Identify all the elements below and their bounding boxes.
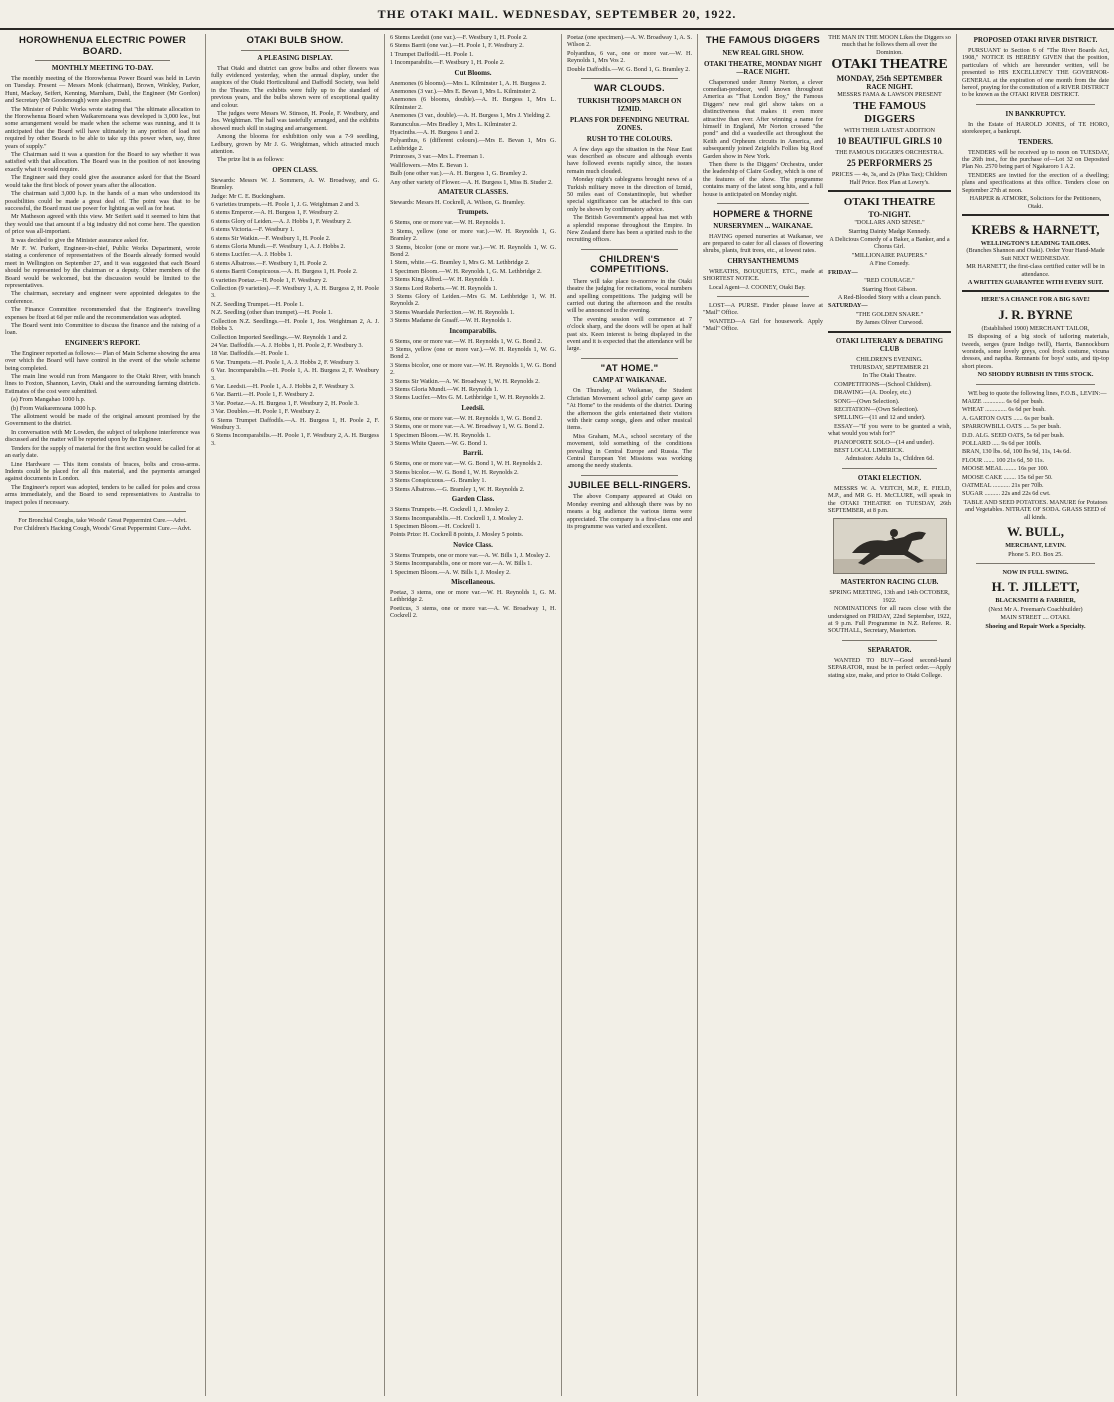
prize-entry: 1 Incomparabilis.—F. Westbury 1, H. Poole 2. xyxy=(390,59,505,67)
article-paragraph: On Thursday, at Waikanae, the Student Christian Movement school girls' camp gave an "At Home" to the residents of the district. During the afternoon the girls entertained their visitors with their camp songs, glees and other musical items. xyxy=(567,387,692,432)
article-paragraph: The chairman said 3,000 h.p. in the hands of a man who understood its possibilities could be made a great deal of. The point was that to be successful, the Board must use power for lighting as well as for heat. xyxy=(5,190,200,212)
prize-entry: 6 Stems, one or more var.—W. H. Reynolds 1, W. G. Bond 2. xyxy=(390,337,543,345)
prize-entry: 1 Trumpet Daffodil.—H. Poole 1. xyxy=(390,50,474,58)
club-line: THURSDAY, SEPTEMBER 21 xyxy=(850,363,929,371)
article-paragraph: In conversation with Mr Lowden, the subject of telephone interference was discussed and the matter will be reported upon by the Engineer. xyxy=(5,428,200,444)
prize-entry: 3 Stems Incomparabilis.—H. Cockrell 1, J. Mosley 2. xyxy=(390,514,524,522)
prize-entry: 6 stems Gloria Mundi.—F. Westbury 1, A. J. Hobbs 2. xyxy=(211,243,346,251)
prize-entry: 6 Stems Leedsii (one var.).—F. Westbury 1, H. Poole 2. xyxy=(390,34,528,41)
article-paragraph: Mr F. W. Furkert, Engineer-in-chief, Public Works Department, wrote stating a conference of representatives of the Boards already formed would meet in Wellington on September 27, and it was suggested that each Board should be represented by the chairman or a deputy. Other members of the Board would be welcomed, but the discussion would be limited to the representatives. xyxy=(5,244,200,289)
notice-sign: HARPER & ATMORE, Solicitors for the Petitioners, Otaki. xyxy=(969,195,1102,210)
article-paragraph: The Engineer's report was adopted, tenders to be called for poles and cross arms immediately, and the Board to send representatives to Australia to inspect poles if necessary. xyxy=(5,483,200,506)
article-subheading: A PLEASING DISPLAY. xyxy=(257,53,333,62)
article-paragraph: The British Government's appeal has met with a splendid response throughout the Empire. In New Zealand there has been a spirited rush to the recruiting offices. xyxy=(567,214,692,244)
prize-entry: 1 Specimen Bloom.—W. H. Reynolds 1, G. M. Lethbridge 2. xyxy=(390,267,542,275)
prize-entry: 3 Stems White Queen.—W. G. Bond 1. xyxy=(390,440,488,448)
price-item: D.D. ALG. SEED OATS, 5s 6d per bush. xyxy=(962,431,1065,439)
section-subheading: Miscellaneous. xyxy=(451,577,495,586)
prize-entry: 3 Stems Incomparabilis, one or more var.—A. W. Bills 1. xyxy=(390,560,532,568)
divider xyxy=(717,203,809,204)
article-subheading: CAMP AT WAIKANAE. xyxy=(592,376,667,385)
prize-entry: 6 Stems Incomparabilis.—H. Poole 1, F. Westbury 2, A. H. Burgess 3. xyxy=(211,432,379,447)
prize-entry: Collection N.Z. Seedlings.—H. Poole 1, Jos. Weightman 2, A. J. Hobbs 3. xyxy=(211,317,379,333)
prize-entry: 1 Specimen Bloom.—W. H. Reynolds 1. xyxy=(390,431,491,439)
ticket-prices: PRICES — 4s, 3s, and 2s (Plus Tax); Children Half Price. Box Plan at Lowry's. xyxy=(831,171,948,186)
notice-text: TENDERS are invited for the erection of a dwelling; plans and specifications at this office. Tenders close on September 27th at noon. xyxy=(962,171,1109,194)
article-paragraph: The chairman, secretary and engineer were appointed delegates to the conference. xyxy=(5,290,200,305)
article-heading: OTAKI BULB SHOW. xyxy=(246,35,344,46)
ad-text: NOMINATIONS for all races close with the undersigned on FRIDAY, 22nd September, 1922, at 9 p.m. Full Programme in N.Z. Referee. R. SOUTHALL, Secretary, Masterton. xyxy=(828,605,951,635)
article-paragraph: The judges were Messrs W. Stinson, H. Poole, F. Westbury, and Jos. Weightman. The hall was tastefully arranged, and the exhibits showed much skill in staging and arrangement. xyxy=(211,109,379,132)
theatre-ads xyxy=(828,34,951,680)
article-paragraph: That Otaki and district can grow bulbs and other flowers was fully evidenced yesterday, when the annual display, under the auspices of the Otaki Horticultural and Daffodil Society, was held in the Theatre. The exhibits were fully up to the standard of previous years, and the bulbs shown were of exceptional quality and colour. xyxy=(211,64,379,109)
section-subheading: Trumpets. xyxy=(457,208,489,217)
management: MESSRS FAMA & LAWSON PRESENT xyxy=(837,91,942,99)
price-item: MOOSE CAKE ........ 15s 6d per 50. xyxy=(962,473,1053,481)
advertiser-sub: BLACKSMITH & FARRIER, xyxy=(995,597,1076,605)
ad-text: Phone 5. P.O. Box 25. xyxy=(1008,550,1063,558)
article-paragraph: Miss Graham, M.A., school secretary of the movement, told something of the conditions prevailing in Central Europe and Russia. The Central European Yet Missions was working among the needy students. xyxy=(567,432,692,470)
prize-entry: 6 Var. Leedsii.—H. Poole 1, A. J. Hobbs 2, F. Westbury 3. xyxy=(211,382,355,390)
advertiser-name: H. T. JILLETT, xyxy=(991,579,1080,595)
section-subheading: Garden Class. xyxy=(451,495,495,504)
section-subheading: Leedsii. xyxy=(461,403,485,412)
prize-entry: 24 Var. Daffodils.—A. J. Hobbs 1, H. Poole 2, F. Westbury 3. xyxy=(211,341,363,349)
prize-entry: Anemones (6 blooms).—Mrs L. Kilminster 1, A. H. Burgess 2. xyxy=(390,79,547,87)
ad-text: Shoeing and Repair Work a Specialty. xyxy=(985,622,1086,630)
prize-entry: 3 Stems bicolor, one or more var.—W. H. Reynolds 1, W. G. Bond 2. xyxy=(390,361,556,377)
divider xyxy=(717,296,809,297)
advertiser-name: J. R. BYRNE xyxy=(998,306,1073,322)
program-line: "MILLIONAIRE PAUPERS." xyxy=(851,251,928,259)
divider xyxy=(581,475,678,476)
masthead xyxy=(0,0,1114,30)
prize-entry: Poetaz (one specimen).—A. W. Broadway 1, A. S. Wilson 2. xyxy=(567,34,692,49)
prize-entry: 6 stems Lucifer.—A. J. Hobbs 1. xyxy=(211,251,293,259)
article-paragraph: The prize list is as follows: xyxy=(217,156,284,164)
club-line: DRAWING—(A. Dooley, etc.) xyxy=(834,389,911,397)
article-subheading: PLANS FOR DEFENDING NEUTRAL ZONES. xyxy=(569,115,690,132)
prize-entry: 3 Stems, yellow (one or more var.).—W. H. Reynolds 1, G. Bramley 2. xyxy=(390,227,556,243)
article-paragraph: The Minister of Public Works wrote stating that "the ultimate allocation to the Horowhenua Board when Waikaremoana was developed is 3,000 kw., but some arrangement would be made when the scheme was running, and it is anticipated that the Board will have ultimately in any portion of load not required by other Boards to be able to take up this power when, say, three years of supply." xyxy=(5,105,200,150)
article-paragraph: The allotment would be made of the original amount promised by the Government to the district. xyxy=(5,413,200,428)
program-line: Starring Dainty Madge Kennedy. xyxy=(848,227,931,235)
prize-entry: 1 Stem, white.—G. Bramley 1, Mrs G. M. Lethbridge 2. xyxy=(390,259,530,267)
prize-entry: 3 Stems Weardale Perfection.—W. H. Reynolds 1. xyxy=(390,308,515,316)
prize-entry: 6 Stems, one or more var.—W. G. Bond 1, W. H. Reynolds 2. xyxy=(390,460,543,468)
show-girls: 10 BEAUTIFUL GIRLS 10 xyxy=(837,136,942,147)
notice-heading: PROPOSED OTAKI RIVER DISTRICT. xyxy=(973,36,1098,44)
ad-heading: MASTERTON RACING CLUB. xyxy=(840,578,939,587)
prize-entry: 6 Stems Trumpet Daffodils.—A. H. Burgess 1, H. Poole 2, F. Westbury 3. xyxy=(211,416,379,431)
prize-entry: 1 Specimen Bloom.—A. W. Bills 1, J. Mosley 2. xyxy=(390,568,511,576)
article-heading: CHILDREN'S COMPETITIONS. xyxy=(590,253,669,276)
article-subheading: OTAKI THEATRE, MONDAY NIGHT —RACE NIGHT. xyxy=(703,59,823,76)
ad-text: MESSRS W. A. VEITCH, M.P., E. FIELD, M.P., and MR G. H. McCLURE, will speak in the OTAKI THEATRE on TUESDAY, 26th SEPTEMBER, at 8 p.m. xyxy=(828,484,951,515)
column-power-board xyxy=(0,34,205,1396)
article-paragraph: The Engineer said they could give the assurance asked for that the Board would take the first block of power years after the allocation. xyxy=(5,174,200,189)
advertiser-name: W. BULL, xyxy=(1007,524,1064,540)
program-line: By James Oliver Curwood. xyxy=(855,319,924,327)
ad-text: NO SHODDY RUBBISH IN THIS STOCK. xyxy=(977,371,1094,379)
article-paragraph: The evening session will commence at 7 o'clock sharp, and the doors will be open at half past six. Keen interest is being displayed in the event and it is expected that the attendance will be large. xyxy=(567,315,692,353)
prize-entry: N.Z. Seedling (other than trumpet).—H. Poole 1. xyxy=(211,309,333,317)
prize-entry: 6 Var. Incomparabilis.—H. Poole 1, A. H. Burgess 2, F. Westbury 3. xyxy=(211,367,379,382)
price-item: OATMEAL ........... 21s per 70lb. xyxy=(962,482,1044,490)
article-paragraph: (b) From Waikaremoana 1000 h.p. xyxy=(11,404,97,412)
prize-entry: Polyanthus, 6 var., one or more var.—W. H. Reynolds 1, Mrs Vos 2. xyxy=(567,49,692,65)
price-item: MAIZE .............. 6s 6d per bush. xyxy=(962,398,1044,405)
club-line: Admission: Adults 1s., Children 6d. xyxy=(845,455,934,463)
prize-entry: 3 Var. Poetaz.—A. H. Burgess 1, F. Westbury 2, H. Poole 3. xyxy=(211,399,359,407)
prize-entry: 3 Stems Madame de Graaff.—W. H. Reynolds 1. xyxy=(390,317,512,325)
prize-entry: Polyanthus, 6 (different colours).—Mrs E. Bevan 1, Mrs G. Lethbridge 2. xyxy=(390,137,556,152)
article-paragraph: It was decided to give the Minister assurance asked for. xyxy=(11,236,149,244)
divider xyxy=(976,104,1095,105)
column-theatre xyxy=(698,34,956,1396)
article-paragraph: (a) From Mangahao 1000 h.p. xyxy=(11,396,86,404)
ad-tagline: NOW IN FULL SWING. xyxy=(1002,568,1069,576)
program-line: "THE GOLDEN SNARE." xyxy=(855,310,924,318)
prize-entry: 3 Stems Trumpets.—H. Cockrell 1, J. Mosley 2. xyxy=(390,506,510,514)
ad-text: MAIN STREET .... OTAKI. xyxy=(1000,614,1071,622)
section-subheading: Barrii. xyxy=(462,449,484,458)
article-paragraph: Monday night's cablegrams brought news of a Turkish military move in the direction of Izmid, 50 miles east of Constantinople, but whether special significance can be attached to this can only be shown by confirmatory advice. xyxy=(567,176,692,213)
prize-entry: 6 stems Glory of Leiden.—A. J. Hobbs 1, F. Westbury 2. xyxy=(211,217,352,225)
theatre-name: OTAKI THEATRE xyxy=(843,196,936,209)
prize-entry: Collection Imported Seedlings.—W. Reynolds 1 and 2. xyxy=(211,333,348,341)
price-item: WHEAT .............. 6s 6d per bush. xyxy=(962,406,1046,414)
club-line: RECITATION—(Own Selection). xyxy=(834,405,919,413)
diggers-article xyxy=(703,34,823,334)
section-subheading: Incomparabilis. xyxy=(449,326,497,335)
prize-entry: 3 Stems, one or more var.—A. W. Broadway 1, W. G. Bond 2. xyxy=(390,423,544,431)
prize-entry: 3 Stems, bicolor (one or more var.).—W. H. Reynolds 1, W. G. Bond 2. xyxy=(390,243,556,258)
ad-tagline: HERE'S A CHANCE FOR A BIG SAVE! xyxy=(981,296,1090,304)
theatre-date: MONDAY, 25th SEPTEMBER xyxy=(836,74,943,84)
program-line: FRIDAY— xyxy=(828,268,858,276)
prize-entry: Stewards: Messrs W. J. Sommers, A. W. Broadway, and G. Bramley. xyxy=(211,176,379,192)
ad-subheading: CHRYSANTHEMUMS xyxy=(727,256,799,265)
article-paragraph: Then there is the Diggers' Orchestra, under the leadership of Claire Godley, which is one of the features of the show. The programme contains many of the latest song hits, and a full house is anticipated on Monday night. xyxy=(703,160,823,198)
show-title: THE FAMOUS DIGGERS xyxy=(853,99,926,125)
prize-entry: Poetaz, 3 stems, one or more var.—W. H. Reynolds 1, G. M. Lethbridge 2. xyxy=(390,588,556,604)
notice-text: In the Estate of HAROLD JONES, of TE HORO, storekeeper, a bankrupt. xyxy=(962,120,1109,136)
article-paragraph: The Chairman said it was a question for the Board to say whether it was satisfied with that allocation. The Board was in the position of not knowing exactly what it would require. xyxy=(5,151,200,173)
prize-entry: 6 stems Victoria.—F. Westbury 1. xyxy=(211,226,295,234)
show-orchestra: THE FAMOUS DIGGER'S ORCHESTRA. xyxy=(835,149,944,157)
section-subheading: Cut Blooms. xyxy=(454,68,492,77)
notice-text: PURSUANT to Section 6 of "The River Boards Act, 1908," NOTICE IS HEREBY GIVEN that the position, particulars of which are hereunder written, will be presented to HIS EXCELLENCY THE GOVERNOR-GENERAL at the expiration of one month from the date hereof, praying for the constitution of a RIVER DISTRICT to be known as the OTAKI RIVER DISTRICT. xyxy=(962,47,1109,99)
ad-text: Local Agent—J. COONEY, Otaki Bay. xyxy=(709,283,806,291)
classified-ad: WANTED—A Girl for housework. Apply "Mail" Office. xyxy=(703,317,823,333)
theatre-tonight-ad xyxy=(828,190,951,332)
ad-text: (Branches Shannon and Otaki). Order Your Hand-Made Suit NEXT WEDNESDAY. xyxy=(966,247,1105,262)
prize-entry: 3 Stems King Alfred.—W. H. Reynolds 1. xyxy=(390,276,495,284)
prize-entry: Primroses, 3 var.—Mrs L. Freeman 1. xyxy=(390,153,485,161)
article-paragraph: Mr Matheson agreed with this view. Mr Seifert said it seemed to him that they would use that amount if a big industry did not come here. The question of price was all-important. xyxy=(5,213,200,236)
ad-text: THE MAN IN THE MOON Likes the Diggers so much that he follows them all over the Dominion. xyxy=(828,34,951,56)
article-paragraph: Line Hardware — This item consists of braces, bolts and cross-arms. Indents could be placed for all this material, and the payments arranged against documents in London. xyxy=(5,460,200,483)
prize-entry: 3 Stems Gloria Mundi.—W. H. Reynolds 1. xyxy=(390,386,499,394)
advertiser-sub: MERCHANT, LEVIN. xyxy=(1005,542,1066,550)
club-line: CHILDREN'S EVENING. xyxy=(856,355,923,363)
prize-entry: Double Daffodils.—W. G. Bond 1, G. Bramley 2. xyxy=(567,65,690,73)
prize-entry: 6 Stems Barrii (one var.).—H. Poole 1, F. Westbury 2. xyxy=(390,42,524,50)
divider xyxy=(35,60,170,61)
article-paragraph: Chaperoned under Jimmy Norton, a clever comedian-producer, well known throughout America as "That London Boy," the Famous Diggers' new real girl show takes on a distinctiveness that makes it even more attractive than ever. After winning a name for himself in England, Mr Norton crossed "the pond" and did a vaudeville act throughout the Keith and Orpheum circuits in America, and subsequently joined Zeigfeld's Follies big Roof Garden show in New York. xyxy=(703,78,823,160)
prize-entry: Bulb (one other var.).—A. H. Burgess 1, G. Bramley 2. xyxy=(390,170,528,178)
prize-entry: N.Z. Seedling Trumpet.—H. Poole 1. xyxy=(211,300,304,308)
prize-entry: 6 varieties Poetaz.—H. Poole 1, F. Westbury 2. xyxy=(211,276,328,284)
price-item: MOOSE MEAL ........ 16s per 100. xyxy=(962,465,1049,473)
article-subheading: MONTHLY MEETING TO-DAY. xyxy=(51,64,154,72)
club-line: COMPETITIONS—(School Children). xyxy=(834,380,932,388)
ad-text: IS disposing of a big stock of tailoring materials, tweeds, serges (pure Indigo twill), Harris, Bannockburn worsteds, some lovely greys, cool frock costume, vicuna dresses, and naptha. Remnants for boys' suits, and tip-top short pieces. xyxy=(962,333,1109,370)
divider xyxy=(976,563,1095,564)
divider xyxy=(19,511,186,512)
club-line: BEST LOCAL LIMERICK. xyxy=(834,447,904,454)
prize-entry: Stewards: Messrs H. Cockrell, A. Wilson, G. Bramley. xyxy=(390,198,525,206)
article-paragraph: The Board went into Committee to discuss the finance and the raising of a loan. xyxy=(5,322,200,337)
article-paragraph: Among the blooms for exhibition only was a 7-9 seedling, Ledbury, grown by Mr J. G. Weightman, which attracted much attention. xyxy=(211,133,379,155)
advertiser-sub: (Established 1900) MERCHANT TAILOR, xyxy=(981,324,1090,332)
article-heading: JUBILEE BELL-RINGERS. xyxy=(568,479,691,491)
article-subheading: RUSH TO THE COLOURS. xyxy=(586,134,673,143)
program-line: SATURDAY— xyxy=(828,302,868,310)
club-line: SONG—(Own Selection). xyxy=(834,397,900,405)
ad-text: HAVING opened nurseries at Waikanae, we are prepared to cater for all classes of flowering shrubs, plants, fruit trees, etc., at lowest rates. xyxy=(703,232,823,255)
price-item: SUGAR .......... 22s and 22s 6d cwt. xyxy=(962,490,1051,498)
program-line: A Fine Comedy. xyxy=(869,260,910,268)
price-item: A. GARTON OATS ...... 6s per bush. xyxy=(962,414,1054,422)
ad-text: MR HARNETT, the first-class certified cutter will be in attendance. xyxy=(966,263,1105,278)
ad-text: SPRING MEETING, 13th and 14th OCTOBER, 1922. xyxy=(829,589,950,604)
club-line: ESSAY—"If you were to be granted a wish, what would you wish for?" xyxy=(828,422,951,438)
article-subheading: OPEN CLASS. xyxy=(272,165,318,174)
article-paragraph: The Finance Committee recommended that the Engineer's travelling expenses be fixed at 6d per mile and the recommendation was adopted. xyxy=(5,306,200,321)
article-paragraph: The main line would run from Mangaore to the Otaki River, with branch lines to Foxton, Shannon, Levin, Otaki and the surrounding farming districts. Estimates of the cost were submitted. xyxy=(5,373,200,395)
article-subheading: TURKISH TROOPS MARCH ON IZMID. xyxy=(577,96,682,113)
program-line: A Red-Blooded Story with a clean punch. xyxy=(837,293,942,301)
divider xyxy=(581,78,678,79)
prize-entry: Hyacinths.—A. H. Burgess 1 and 2. xyxy=(390,129,480,137)
prize-entry: Anemones (3 var.).—Mrs E. Bevan 1, Mrs L. Kilminster 2. xyxy=(390,88,537,96)
prize-entry: 3 Stems, yellow (one or more var.).—W. H. Reynolds 1, W. G. Bond 2. xyxy=(390,346,556,361)
club-line: PIANOFORTE SOLO—(14 and under). xyxy=(834,438,934,446)
article-subheading: NEW REAL GIRL SHOW. xyxy=(722,48,804,57)
article-heading: HOROWHENUA ELECTRIC POWER BOARD. xyxy=(18,35,187,57)
article-subheading: ENGINEER'S REPORT. xyxy=(64,338,141,347)
price-item: BRAN, 130 lbs. 6d, 100 lbs 9d, 11s, 14s 6d. xyxy=(962,448,1071,456)
article-paragraph: Tenders for the supply of material for the first section would be called for at an early date. xyxy=(5,444,200,460)
article-heading: "AT HOME." xyxy=(600,362,659,374)
krebs-ad xyxy=(962,214,1109,292)
racehorse-icon xyxy=(834,519,946,573)
ad-text: WE beg to quote the following lines, F.O.B., LEVIN:— xyxy=(968,389,1107,397)
prize-entry: 6 stems Sir Watkin.—F. Westbury 1, H. Poole 2. xyxy=(211,234,331,242)
advertiser-sub: WELLINGTON'S LEADING TAILORS. xyxy=(980,239,1091,247)
prize-entry: 6 stems Emperor.—A. H. Burgess 1, F. Westbury 2. xyxy=(211,209,339,217)
show-with: WITH THEIR LATEST ADDITION xyxy=(843,126,936,134)
article-paragraph: The monthly meeting of the Horowhenua Power Board was held in Levin on Tuesday. Present — Messrs Monk (chairman), Brown, Winkley, Parker, Hunt, Mackay, Seifert, Kenning, Marnham, Dahl, the Engineer (Mr Gordon) and Secretary (Mr Goodenough) were also present. xyxy=(5,75,200,105)
prize-entry: 3 Stems Conspicuous.—G. Bramley 1. xyxy=(390,477,487,485)
prize-entry: 6 Var. Trumpets.—H. Poole 1, A. J. Hobbs 2, F. Westbury 3. xyxy=(211,358,360,366)
notice-heading: IN BANKRUPTCY. xyxy=(1005,109,1066,118)
divider xyxy=(842,640,937,641)
prize-entry: 18 Var. Daffodils.—H. Poole 1. xyxy=(211,350,289,358)
divider xyxy=(976,384,1095,385)
prize-entry: 3 Stems Trumpets, one or more var.—A. W. Bills 1, J. Mosley 2. xyxy=(390,551,551,559)
notice-heading: TENDERS. xyxy=(1018,137,1053,146)
program-line: "RED COURAGE." xyxy=(864,277,915,285)
prize-entry: 3 Stems Albatross.—G. Bramley 1, W. H. Reynolds 2. xyxy=(390,485,525,493)
club-line: SPELLING—(11 and 12 and under). xyxy=(834,414,926,422)
prize-entry: 3 Stems Lord Roberts.—W. H. Reynolds 1. xyxy=(390,284,498,292)
prize-entry: 3 Stems bicolor.—W. G. Bond 1, W. H. Reynolds 2. xyxy=(390,468,519,476)
classified-ad: For Bronchial Coughs, take Woods' Great Peppermint Cure.—Advt. xyxy=(18,516,187,524)
ad-text: WREATHS, BOUQUETS, ETC., made at SHORTEST NOTICE. xyxy=(703,267,823,283)
prize-entry: Anemones (6 blooms, double).—A. H. Burgess 1, Mrs L. Kilminster 2. xyxy=(390,96,556,111)
article-heading: THE FAMOUS DIGGERS xyxy=(705,35,821,46)
prize-entry: 1 Specimen Bloom.—H. Cockrell 1. xyxy=(390,522,481,530)
article-paragraph: There will take place to-morrow in the Otaki theatre the judging for recitations, vocal numbers and spelling competitions. The judging will be carried out during the afternoon and the results will be announced in the evening. xyxy=(567,277,692,315)
show-performers: 25 PERFORMERS 25 xyxy=(846,158,933,169)
theatre-name: OTAKI THEATRE xyxy=(831,57,948,73)
club-heading: OTAKI LITERARY & DEBATING CLUB xyxy=(835,336,944,353)
advertiser-name: KREBS & HARNETT, xyxy=(971,221,1100,237)
prize-entry: 6 stems Albatross.—F. Westbury 1, H. Poole 2. xyxy=(211,259,328,267)
article-heading: HOPMERE & THORNE xyxy=(713,209,813,219)
masthead-title: THE OTAKI MAIL. WEDNESDAY, SEPTEMBER 20, 1922. xyxy=(377,7,737,21)
prize-entry: 6 Stems, one or more var.—W. H. Reynolds 1. xyxy=(390,219,506,227)
ad-heading: SEPARATOR. xyxy=(867,645,912,654)
divider xyxy=(581,249,678,250)
club-line: In The Otaki Theatre. xyxy=(862,372,917,380)
prize-entry: Ranunculus.—Mrs Bradley 1, Mrs L. Kilminster 2. xyxy=(390,120,517,128)
prize-entry: Poeticus, 3 stems, one or more var.—A. W. Broadway 1, H. Cockrell 2. xyxy=(390,604,556,620)
prize-entry: 3 Stems Lucifer.—Mrs G. M. Lethbridge 1, W. H. Reynolds 2. xyxy=(390,394,545,402)
ad-heading: OTAKI ELECTION. xyxy=(857,473,922,482)
price-item: POLLARD ..... 9s 6d per 100lb. xyxy=(962,440,1042,448)
divider xyxy=(842,468,937,469)
prize-entry: 6 varieties trumpets.—H. Poole 1, J. G. Weightman 2 and 3. xyxy=(211,201,360,208)
prize-entry: Collection (9 varieties).—F. Westbury 1, A. H. Burgess 2, H. Poole 3. xyxy=(211,285,379,300)
section-subheading: AMATEUR CLASSES. xyxy=(437,187,509,196)
price-item: SPARROWBILL OATS .... 5s per bush. xyxy=(962,423,1061,431)
program-line: A Delicious Comedy of a Baker, a Banker, and a Chorus Girl. xyxy=(829,236,950,251)
ad-text: TABLE AND SEED POTATOES. MANURE for Potatoes and Vegetables. NITRATE OF SODA. GRASS SEED of all kinds. xyxy=(963,498,1108,521)
column-prize-list xyxy=(385,34,561,1396)
prize-entry: 3 Var. Doubles.—H. Poole 1, F. Westbury 2. xyxy=(211,408,321,416)
column-bulb-show xyxy=(206,34,384,1396)
tonight-label: TO-NIGHT. xyxy=(868,210,911,220)
article-subheading: NURSERYMEN ... WAIKANAE. xyxy=(713,221,813,230)
ad-text: WANTED TO BUY—Good second-hand SEPARATOR, must be in perfect order.—Apply stating size, make, and price to Otaki College. xyxy=(828,656,951,679)
ad-text: A WRITTEN GUARANTEE WITH EVERY SUIT. xyxy=(967,278,1104,286)
column-news xyxy=(562,34,697,1396)
prize-entry: Anemones (3 var., double).—A. H. Burgess 1, Mrs J. Yielding 2. xyxy=(390,112,551,120)
article-paragraph: A few days ago the situation in the Near East was described as obscure and although events have followed events rapidly since, the issues remain much clouded. xyxy=(567,145,692,175)
program-line: "DOLLARS AND SENSE." xyxy=(854,219,925,227)
prize-entry: 6 Stems, one or more var.—W. H. Reynolds 1, W. G. Bond 2. xyxy=(390,414,543,422)
racehorse-illustration xyxy=(833,518,947,574)
ad-text: (Next Mr A. Freeman's Coachbuilder) xyxy=(988,605,1083,613)
divider xyxy=(581,358,678,359)
column-notices xyxy=(957,34,1114,1396)
prize-entry: Wallflowers.—Mrs E. Bevan 1. xyxy=(390,161,469,169)
section-subheading: Novice Class. xyxy=(453,540,493,549)
race-night: RACE NIGHT. xyxy=(866,83,913,92)
article-paragraph: The Engineer reported as follows:— Plan of Main Scheme showing the area over which the Board will have control in the event of the whole scheme being completed. xyxy=(5,349,200,372)
divider xyxy=(241,50,349,51)
classified-ad: LOST—A PURSE. Finder please leave at "Mail" Office. xyxy=(703,301,823,317)
prize-entry: 6 Var. Barrii.—H. Poole 1, F. Westbury 2. xyxy=(211,391,315,399)
prize-entry: Points Prize: H. Cockrell 8 points, J. Mosley 5 points. xyxy=(390,531,524,539)
prize-entry: 3 Stems Sir Watkin.—A. W. Broadway 1, W. H. Reynolds 2. xyxy=(390,377,540,385)
notice-text: TENDERS will be received up to noon on TUESDAY, the 26th inst., for the purchase of—Lot 32 on Deposited Plan No. 2570 being part of Ngakaroro 1 A 2. xyxy=(962,148,1109,171)
price-list xyxy=(962,398,1109,498)
price-item: FLOUR ....... 100 21s 6d, 50 11s. xyxy=(962,456,1045,464)
prize-entry: 3 Stems Glory of Leiden.—Mrs G. M. Lethbridge 1, W. H. Reynolds 2. xyxy=(390,292,556,308)
classified-ad: For Children's Hacking Cough, Woods' Great Peppermint Cure.—Advt. xyxy=(13,525,192,533)
prize-entry: Any other variety of Flower.—A. H. Burgess 1, Miss B. Studer 2. xyxy=(390,178,553,186)
article-heading: WAR CLOUDS. xyxy=(594,83,665,95)
program-line: Starring Hoot Gibson. xyxy=(862,285,917,293)
prize-entry: Judge: Mr C. E. Buckingham. xyxy=(211,192,286,200)
prize-entry: 6 stems Barrii Conspicuous.—A. H. Burgess 1, H. Poole 2. xyxy=(211,268,358,276)
article-paragraph: The above Company appeared at Otaki on Monday evening and although there was by no means a big audience the various items were appreciated. The company is a first-class one and its programme was varied and excellent. xyxy=(567,493,692,530)
